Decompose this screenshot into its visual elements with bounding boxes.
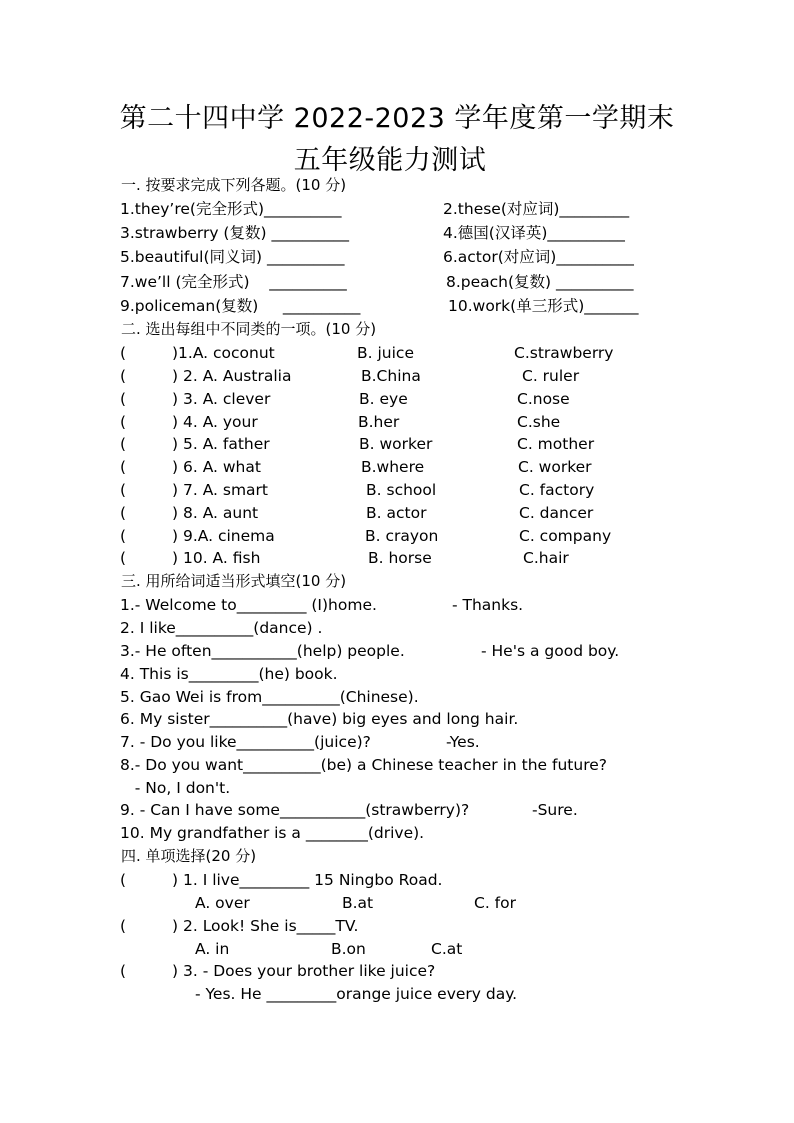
s4-bracket: (: [120, 962, 127, 980]
s2-option-a: ) 10. A. fish: [172, 549, 261, 567]
s3-question: 3.- He often___________(help) people.: [120, 642, 405, 660]
s2-option-c: C. mother: [517, 435, 595, 453]
s2-option-a: ) 8. A. aunt: [172, 504, 259, 522]
s2-option-a: ) 2. A. Australia: [172, 367, 292, 385]
s2-option-a: ) 4. A. your: [172, 413, 258, 431]
s1-item: 3.strawberry (复数) __________: [120, 224, 349, 242]
s2-option-c: C.hair: [523, 549, 569, 567]
s1-item: 2.these(对应词)_________: [443, 200, 630, 218]
s2-bracket: (: [120, 344, 127, 362]
s2-bracket: (: [120, 481, 127, 499]
s3-question: 2. I like__________(dance) .: [120, 619, 323, 637]
s4-bracket: (: [120, 917, 127, 935]
s2-bracket: (: [120, 413, 127, 431]
s2-option-a: )1.A. coconut: [172, 344, 275, 362]
s2-option-b: B.where: [361, 458, 425, 476]
s3-question: 4. This is_________(he) book.: [120, 665, 338, 683]
s2-option-c: C.strawberry: [514, 344, 614, 362]
s2-option-c: C. company: [519, 527, 612, 545]
s2-bracket: (: [120, 458, 127, 476]
exam-title: 第二十四中学 2022-2023 学年度第一学期末: [119, 103, 675, 134]
s4-option-b: B.on: [331, 940, 366, 958]
s2-option-a: ) 3. A. clever: [172, 390, 271, 408]
s3-question: 5. Gao Wei is from__________(Chinese).: [120, 688, 419, 706]
s1-item: 1.they’re(完全形式)__________: [120, 200, 342, 218]
s3-answer: - He's a good boy.: [481, 642, 620, 660]
section2-heading: 二. 选出每组中不同类的一项。(10 分): [121, 320, 377, 338]
s2-option-b: B. school: [366, 481, 437, 499]
s4-bracket: (: [120, 871, 127, 889]
s2-option-b: B. worker: [359, 435, 433, 453]
s3-answer: -Sure.: [532, 801, 578, 819]
s2-bracket: (: [120, 435, 127, 453]
s3-question: 8.- Do you want__________(be) a Chinese teacher in the future?: [120, 756, 608, 774]
s2-option-c: C. ruler: [522, 367, 580, 385]
s2-option-c: C. worker: [518, 458, 592, 476]
s4-option-b: B.at: [342, 894, 374, 912]
section4-heading: 四. 单项选择(20 分): [121, 847, 257, 865]
s4-question-stem: ) 1. I live_________ 15 Ningbo Road.: [172, 871, 443, 889]
s2-bracket: (: [120, 527, 127, 545]
section3-heading: 三. 用所给词适当形式填空(10 分): [121, 572, 347, 590]
s4-option-c: C.at: [431, 940, 463, 958]
s4-option-c: C. for: [474, 894, 516, 912]
s2-bracket: (: [120, 390, 127, 408]
s2-option-c: C. dancer: [519, 504, 594, 522]
s3-question: 1.- Welcome to_________ (I)home.: [120, 596, 377, 614]
s2-option-b: B.her: [358, 413, 400, 431]
s2-option-c: C.nose: [517, 390, 570, 408]
s3-answer: -Yes.: [446, 733, 480, 751]
s1-item: 10.work(单三形式)_______: [448, 297, 639, 315]
s2-option-c: C. factory: [519, 481, 595, 499]
s2-option-b: B. eye: [359, 390, 408, 408]
s3-question: 10. My grandfather is a ________(drive).: [120, 824, 425, 842]
s3-question: 9. - Can I have some___________(strawberry)?: [120, 801, 470, 819]
s2-option-b: B. actor: [366, 504, 427, 522]
s2-option-a: ) 5. A. father: [172, 435, 270, 453]
s2-option-b: B. horse: [368, 549, 432, 567]
section1-heading: 一. 按要求完成下列各题。(10 分): [121, 176, 347, 194]
s1-item: 4.德国(汉译英)__________: [443, 224, 625, 242]
s2-option-b: B.China: [361, 367, 421, 385]
s4-option-a: A. over: [195, 894, 250, 912]
s2-bracket: (: [120, 367, 127, 385]
s1-item: 9.policeman(复数) __________: [120, 297, 361, 315]
s3-question: 7. - Do you like__________(juice)?: [120, 733, 371, 751]
s2-option-a: ) 9.A. cinema: [172, 527, 275, 545]
s2-option-b: B. juice: [357, 344, 414, 362]
s1-item: 6.actor(对应词)__________: [443, 248, 634, 266]
s2-option-b: B. crayon: [365, 527, 439, 545]
s1-item: 8.peach(复数) __________: [446, 273, 634, 291]
s4-question-line2: - Yes. He _________orange juice every day.: [195, 985, 518, 1003]
s2-option-a: ) 7. A. smart: [172, 481, 268, 499]
s4-question-stem: ) 3. - Does your brother like juice?: [172, 962, 436, 980]
s2-bracket: (: [120, 549, 127, 567]
s2-option-a: ) 6. A. what: [172, 458, 261, 476]
s1-item: 5.beautiful(同义词) __________: [120, 248, 345, 266]
s3-question: - No, I don't.: [120, 779, 231, 797]
s2-bracket: (: [120, 504, 127, 522]
s3-question: 6. My sister__________(have) big eyes and long hair.: [120, 710, 519, 728]
s1-item: 7.we’ll (完全形式) __________: [120, 273, 347, 291]
s4-option-a: A. in: [195, 940, 230, 958]
s4-question-stem: ) 2. Look! She is_____TV.: [172, 917, 359, 935]
s2-option-c: C.she: [517, 413, 561, 431]
exam-subtitle: 五年级能力测试: [293, 145, 487, 176]
s3-answer: - Thanks.: [452, 596, 524, 614]
